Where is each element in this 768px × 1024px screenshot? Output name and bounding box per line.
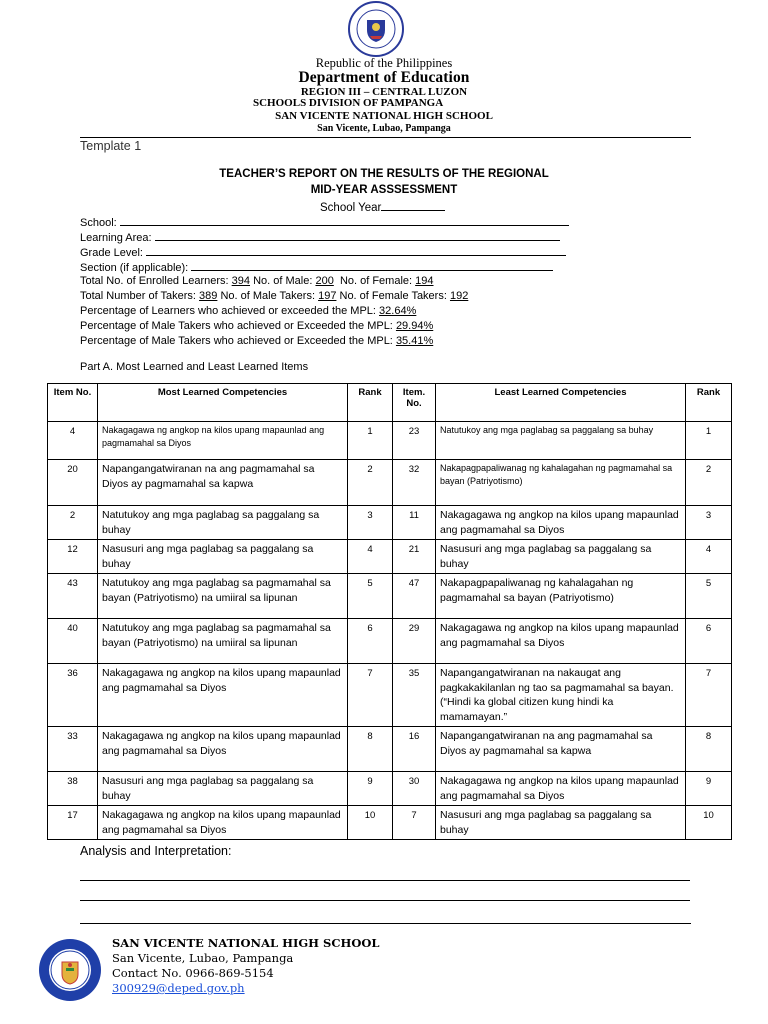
header-department: Department of Education bbox=[298, 69, 470, 86]
report-title-line1: TEACHER’S REPORT ON THE RESULTS OF THE REGIONAL bbox=[219, 168, 549, 180]
pct-learners-value: 32.64% bbox=[379, 305, 417, 317]
field-school bbox=[80, 215, 569, 229]
most-learned-cell: Natutukoy ang mga paglabag sa pagmamahal sa bayan (Patriyotismo) na umiiral sa lipunan bbox=[98, 574, 348, 619]
rank-cell: 5 bbox=[348, 574, 393, 619]
item-no-cell: 12 bbox=[48, 540, 98, 574]
rank-2-cell: 5 bbox=[686, 574, 732, 619]
table-row bbox=[48, 540, 732, 574]
item-no-cell: 38 bbox=[48, 772, 98, 806]
school-year-field bbox=[320, 199, 445, 214]
field-grade-level bbox=[80, 245, 566, 259]
analysis-line-2[interactable] bbox=[80, 900, 690, 901]
least-learned-cell: Nasusuri ang mga paglabag sa paggalang sa buhay bbox=[436, 540, 686, 574]
item-no-2-cell: 30 bbox=[393, 772, 436, 806]
header-rank: Rank bbox=[348, 384, 393, 422]
rank-2-cell: 6 bbox=[686, 619, 732, 664]
header-least-learned: Least Learned Competencies bbox=[436, 384, 686, 422]
enrolled-value: 394 bbox=[231, 275, 251, 287]
header-divider bbox=[80, 137, 691, 138]
male-value: 200 bbox=[315, 275, 334, 287]
item-no-cell: 40 bbox=[48, 619, 98, 664]
takers-value: 389 bbox=[199, 290, 218, 302]
item-no-cell: 17 bbox=[48, 806, 98, 840]
template-label: Template 1 bbox=[80, 139, 142, 153]
item-no-2-cell: 47 bbox=[393, 574, 436, 619]
table-row bbox=[48, 772, 732, 806]
field-learning-area-label: Learning Area: bbox=[80, 232, 152, 244]
rank-2-cell: 3 bbox=[686, 506, 732, 540]
item-no-2-cell: 23 bbox=[393, 422, 436, 460]
female-value: 194 bbox=[415, 275, 434, 287]
least-learned-cell: Nasusuri ang mga paglabag sa paggalang sa buhay bbox=[436, 806, 686, 840]
female-label: No. of Female: bbox=[339, 275, 413, 287]
item-no-2-cell: 32 bbox=[393, 460, 436, 506]
pct-learners-label: Percentage of Learners who achieved or exceeded the MPL: bbox=[80, 305, 376, 317]
male-takers-value: 197 bbox=[318, 290, 337, 302]
most-learned-cell: Nasusuri ang mga paglabag sa paggalang sa buhay bbox=[98, 540, 348, 574]
stats-enrolled-row bbox=[80, 275, 434, 287]
stats-pct-learners-row bbox=[80, 305, 416, 317]
pct-male2-value: 35.41% bbox=[395, 335, 434, 347]
field-section-blank[interactable] bbox=[191, 260, 553, 271]
item-no-cell: 36 bbox=[48, 664, 98, 727]
least-learned-cell: Napangangatwiranan na nakaugat ang pagkakakilanlan ng tao sa pagmamahal sa bayan. (“Hindi ka global citizen kung hindi ka mamamayan.” bbox=[436, 664, 686, 727]
most-learned-cell: Nakagagawa ng angkop na kilos upang mapaunlad ang pagmamahal sa Diyos bbox=[98, 727, 348, 772]
school-year-label: School Year bbox=[320, 202, 382, 214]
header-item-no: Item No. bbox=[48, 384, 98, 422]
header-region: REGION III – CENTRAL LUZON bbox=[300, 86, 468, 98]
rank-2-cell: 9 bbox=[686, 772, 732, 806]
table-header-row bbox=[48, 384, 732, 422]
stats-pct-male-row bbox=[80, 320, 433, 332]
item-no-2-cell: 7 bbox=[393, 806, 436, 840]
item-no-2-cell: 21 bbox=[393, 540, 436, 574]
item-no-cell: 43 bbox=[48, 574, 98, 619]
field-section-label: Section (if applicable): bbox=[80, 262, 189, 274]
most-learned-cell: Nakagagawa ng angkop na kilos upang mapaunlad ang pagmamahal sa Diyos bbox=[98, 806, 348, 840]
rank-2-cell: 10 bbox=[686, 806, 732, 840]
table-row bbox=[48, 664, 732, 727]
analysis-line-1[interactable] bbox=[80, 880, 690, 881]
item-no-cell: 4 bbox=[48, 422, 98, 460]
rank-2-cell: 2 bbox=[686, 460, 732, 506]
table-row bbox=[48, 619, 732, 664]
stats-takers-row bbox=[80, 290, 468, 302]
table-row bbox=[48, 574, 732, 619]
header-school: SAN VICENTE NATIONAL HIGH SCHOOL bbox=[275, 110, 493, 122]
rank-cell: 6 bbox=[348, 619, 393, 664]
rank-cell: 9 bbox=[348, 772, 393, 806]
header-item-no-2: Item. No. bbox=[393, 384, 436, 422]
report-title-line2: MID-YEAR ASSSESSMENT bbox=[310, 184, 458, 196]
most-learned-cell: Nasusuri ang mga paglabag sa paggalang sa buhay bbox=[98, 772, 348, 806]
header-most-learned: Most Learned Competencies bbox=[98, 384, 348, 422]
rank-cell: 1 bbox=[348, 422, 393, 460]
least-learned-cell: Nakapagpapaliwanag ng kahalagahan ng pagmamahal sa bayan (Patriyotismo) bbox=[436, 574, 686, 619]
least-learned-cell: Natutukoy ang mga paglabag sa paggalang sa buhay bbox=[436, 422, 686, 460]
male-takers-label: No. of Male Takers: bbox=[220, 290, 316, 302]
table-row bbox=[48, 506, 732, 540]
most-learned-cell: Napangangatwiranan na ang pagmamahal sa Diyos ay pagmamahal sa kapwa bbox=[98, 460, 348, 506]
footer-school: SAN VICENTE NATIONAL HIGH SCHOOL bbox=[112, 936, 380, 950]
field-grade-level-blank[interactable] bbox=[146, 245, 566, 256]
least-learned-cell: Nakagagawa ng angkop na kilos upang mapaunlad ang pagmamahal sa Diyos bbox=[436, 506, 686, 540]
header-address: San Vicente, Lubao, Pampanga bbox=[317, 123, 451, 134]
table-row bbox=[48, 422, 732, 460]
item-no-2-cell: 16 bbox=[393, 727, 436, 772]
least-learned-cell: Nakagagawa ng angkop na kilos upang mapaunlad ang pagmamahal sa Diyos bbox=[436, 772, 686, 806]
rank-2-cell: 1 bbox=[686, 422, 732, 460]
deped-seal-logo bbox=[345, 0, 407, 58]
footer-contact: Contact No. 0966-869-5154 bbox=[112, 966, 274, 980]
item-no-cell: 2 bbox=[48, 506, 98, 540]
male-label: No. of Male: bbox=[253, 275, 313, 287]
item-no-cell: 20 bbox=[48, 460, 98, 506]
female-takers-value: 192 bbox=[449, 290, 469, 302]
item-no-2-cell: 35 bbox=[393, 664, 436, 727]
rank-2-cell: 7 bbox=[686, 664, 732, 727]
footer-address: San Vicente, Lubao, Pampanga bbox=[112, 951, 294, 965]
footer-divider bbox=[80, 923, 691, 924]
enrolled-label: Total No. of Enrolled Learners: bbox=[80, 275, 229, 287]
school-year-blank[interactable] bbox=[381, 199, 445, 211]
pct-male-value: 29.94% bbox=[395, 320, 434, 332]
table-row bbox=[48, 727, 732, 772]
least-learned-cell: Nakapagpapaliwanag ng kahalagahan ng pagmamahal sa bayan (Patriyotismo) bbox=[436, 460, 686, 506]
header-division: SCHOOLS DIVISION OF PAMPANGA bbox=[253, 97, 444, 109]
analysis-label: Analysis and Interpretation: bbox=[80, 844, 232, 858]
least-learned-cell: Napangangatwiranan na ang pagmamahal sa Diyos ay pagmamahal sa kapwa bbox=[436, 727, 686, 772]
female-takers-label: No. of Female Takers: bbox=[339, 290, 447, 302]
rank-cell: 8 bbox=[348, 727, 393, 772]
header-republic: Republic of the Philippines bbox=[315, 56, 453, 70]
part-a-label: Part A. Most Learned and Least Learned Items bbox=[80, 361, 309, 373]
field-school-blank[interactable] bbox=[120, 215, 569, 226]
most-learned-cell: Nakagagawa ng angkop na kilos upang mapaunlad ang pagmamahal sa Diyos bbox=[98, 664, 348, 727]
footer-email-link[interactable]: 300929@deped.gov.ph bbox=[112, 981, 245, 995]
least-learned-cell: Nakagagawa ng angkop na kilos upang mapaunlad ang pagmamahal sa Diyos bbox=[436, 619, 686, 664]
rank-cell: 4 bbox=[348, 540, 393, 574]
takers-label: Total Number of Takers: bbox=[80, 290, 196, 302]
header-rank-2: Rank bbox=[686, 384, 732, 422]
rank-2-cell: 4 bbox=[686, 540, 732, 574]
item-no-2-cell: 11 bbox=[393, 506, 436, 540]
field-learning-area bbox=[80, 230, 560, 244]
rank-cell: 7 bbox=[348, 664, 393, 727]
field-school-label: School: bbox=[80, 217, 117, 229]
rank-cell: 10 bbox=[348, 806, 393, 840]
rank-cell: 2 bbox=[348, 460, 393, 506]
table-row bbox=[48, 806, 732, 840]
stats-pct-male2-row bbox=[80, 335, 433, 347]
pct-male-label: Percentage of Male Takers who achieved or Exceeded the MPL: bbox=[80, 320, 393, 332]
field-learning-area-blank[interactable] bbox=[155, 230, 560, 241]
pct-male2-label: Percentage of Male Takers who achieved or Exceeded the MPL: bbox=[80, 335, 393, 347]
field-section bbox=[80, 260, 553, 274]
most-learned-cell: Nakagagawa ng angkop na kilos upang mapaunlad ang pagmamahal sa Diyos bbox=[98, 422, 348, 460]
table-row bbox=[48, 460, 732, 506]
most-learned-cell: Natutukoy ang mga paglabag sa paggalang sa buhay bbox=[98, 506, 348, 540]
item-no-2-cell: 29 bbox=[393, 619, 436, 664]
field-grade-level-label: Grade Level: bbox=[80, 247, 143, 259]
most-learned-cell: Natutukoy ang mga paglabag sa pagmamahal sa bayan (Patriyotismo) na umiiral sa lipunan bbox=[98, 619, 348, 664]
school-logo bbox=[38, 938, 102, 1002]
item-no-cell: 33 bbox=[48, 727, 98, 772]
rank-2-cell: 8 bbox=[686, 727, 732, 772]
rank-cell: 3 bbox=[348, 506, 393, 540]
competencies-table bbox=[47, 383, 732, 840]
